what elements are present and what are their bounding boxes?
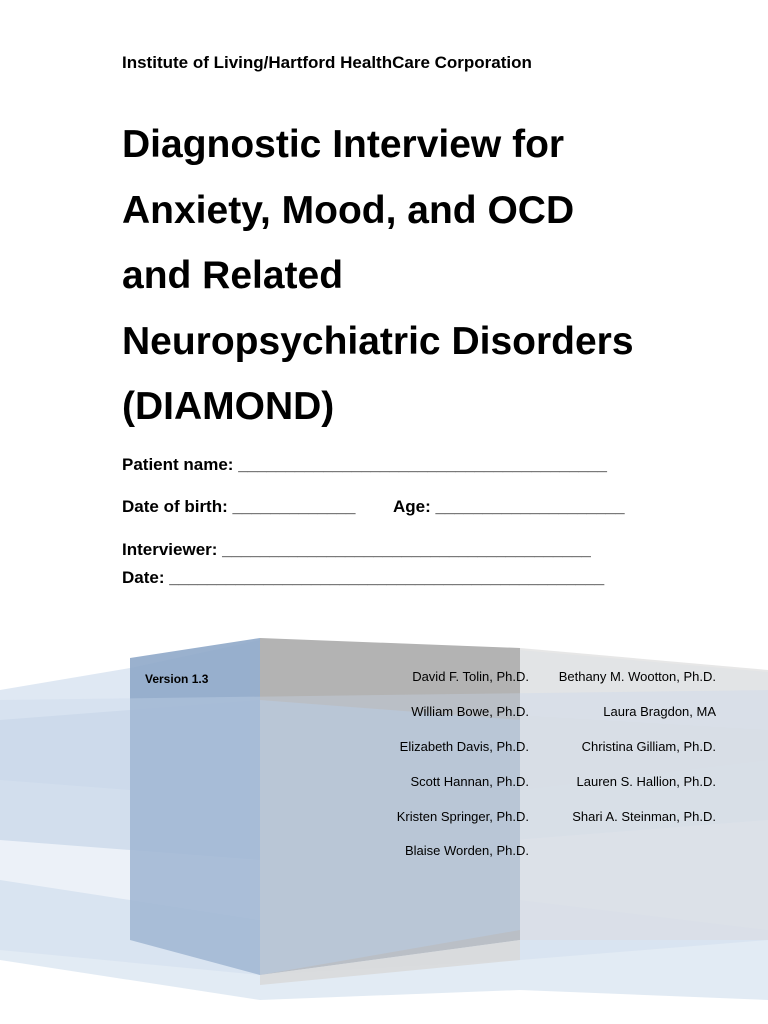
author: Kristen Springer, Ph.D.: [396, 808, 529, 824]
author: William Bowe, Ph.D.: [411, 703, 529, 719]
authors-left-column: [397, 667, 529, 876]
title-line-3: and Related: [122, 254, 344, 297]
author: Scott Hannan, Ph.D.: [410, 773, 529, 789]
author: Bethany M. Wootton, Ph.D.: [558, 669, 716, 684]
author: Laura Bragdon, MA: [603, 703, 716, 719]
age-field: Age: ____________________: [393, 497, 625, 516]
patient-name-field: Patient name: _______________________________________: [122, 455, 607, 474]
author: Christina Gilliam, Ph.D.: [581, 738, 716, 754]
author: David F. Tolin, Ph.D.: [412, 669, 529, 684]
author: Blaise Worden, Ph.D.: [404, 843, 529, 859]
author: Elizabeth Davis, Ph.D.: [399, 738, 529, 754]
title-line-4: Neuropsychiatric Disorders: [122, 319, 634, 363]
document-title: [122, 112, 742, 440]
title-line-2: Anxiety, Mood, and OCD: [122, 188, 575, 232]
authors-right-column: [559, 667, 716, 841]
institution-name: Institute of Living/Hartford HealthCare Corporation: [122, 53, 532, 72]
version-label: Version 1.3: [145, 672, 209, 686]
title-line-5: (DIAMOND): [122, 385, 335, 428]
date-of-birth-field: Date of birth: _____________: [122, 497, 356, 516]
title-line-1: Diagnostic Interview for: [122, 123, 565, 166]
date-field: Date: ______________________________________________: [122, 568, 605, 587]
author: Shari A. Steinman, Ph.D.: [572, 808, 716, 824]
author: Lauren S. Hallion, Ph.D.: [576, 773, 716, 789]
interviewer-field: Interviewer: _______________________________________: [122, 540, 591, 559]
